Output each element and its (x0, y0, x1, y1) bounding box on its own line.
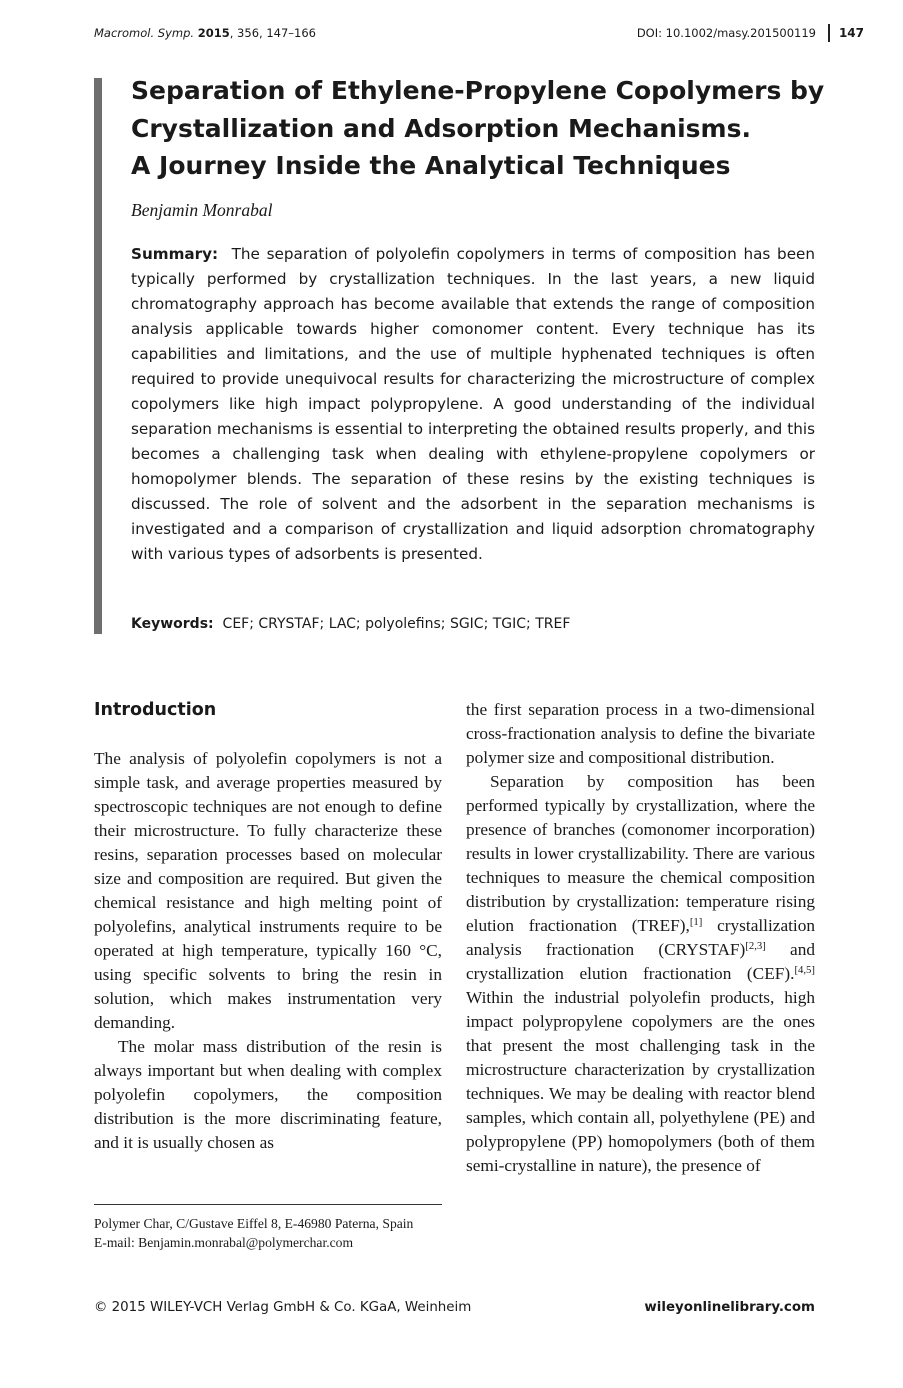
summary-text: The separation of polyolefin copolymers in terms of composition has been typically performed by crystallization techniques. In the last years, a new liquid chromatography approach has become available that extends the range of composition analysis applicable towards higher comonomer content. Every technique has its capabilities and limitations, and the use of multiple hyphenated techniques is often required to provide unequivocal results for characterizing the microstructure of complex copolymers like high impact polypropylene. A good understanding of the individual separation mechanisms is essential to interpreting the obtained results properly, and this becomes a challenging task when dealing with ethylene-propylene copolymers or homopolymer blends. The separation of these resins by the existing techniques is discussed. The role of solvent and the adsorbent in the separation mechanisms is investigated and a comparison of crystallization and liquid adsorption chromatography with various types of adsorbents is presented. (131, 245, 816, 563)
paragraph-text: Within the industrial polyolefin products, high impact polypropylene copolymers are the ones that present the most challenging task in the microstructure characterization by crystallization techniques. We may be dealing with reactor blend samples, which contain all, polyethylene (PE) and polypropylene (PP) homopolymers (both of them semi-crystalline in nature), the presence of (466, 988, 815, 1175)
summary (131, 242, 815, 567)
paragraph: The molar mass distribution of the resin is always important but when dealing with complex polyolefin copolymers, the composition distribution is the more discriminating feature, and it is usually chosen as (94, 1037, 442, 1152)
citation-ref[interactable]: [2,3] (745, 940, 766, 953)
paragraph-text: crystallization analysis fractionation (CRYSTAF) (466, 916, 815, 959)
journal-citation (94, 26, 316, 40)
article-title (131, 72, 831, 185)
section-heading-introduction: Introduction (94, 700, 217, 720)
page-number: 147 (838, 26, 864, 40)
footnote-divider (94, 1204, 442, 1205)
left-column (94, 698, 442, 1155)
keywords-label: Keywords: (131, 616, 214, 632)
affiliation: Polymer Char, C/Gustave Eiffel 8, E-46980 Paterna, Spain (94, 1216, 414, 1231)
paragraph-text: Separation by composition has been performed typically by crystallization, where the presence of branches (comonomer incorporation) results in lower crystallizability. There are various techniques to measure the chemical composition distribution by crystallization: temperature rising elution fractionation (TREF), (466, 772, 815, 935)
citation-ref[interactable]: [1] (689, 916, 703, 929)
paragraph-text: and crystallization elution fractionation (CEF). (466, 940, 815, 983)
title-line: A Journey Inside the Analytical Techniques (131, 151, 731, 180)
footnote (94, 1214, 442, 1252)
citation-ref[interactable]: [4,5] (794, 964, 815, 977)
paragraph: the first separation process in a two-dimensional cross-fractionation analysis to define the bivariate polymer size and compositional distribution. (466, 700, 815, 767)
keywords-text: CEF; CRYSTAF; LAC; polyolefins; SGIC; TGIC; TREF (222, 616, 571, 632)
paragraph: The analysis of polyolefin copolymers is not a simple task, and average properties measured by spectroscopic techniques are not enough to define their microstructure. To fully characterize these resins, separation processes based on molecular size and composition are required. But given the chemical resistance and high melting point of polyolefins, analytical instruments require to be operated at high temperature, typically 160 °C, using specific solvents to bring the resin in solution, which makes instrumentation very demanding. (94, 749, 442, 1032)
copyright-notice: © 2015 WILEY-VCH Verlag GmbH & Co. KGaA, Weinheim (94, 1300, 472, 1315)
paragraph (466, 770, 815, 1178)
title-line: Separation of Ethylene-Propylene Copolymers by (131, 76, 825, 105)
journal-name: Macromol. Symp. (94, 26, 195, 40)
author-name: Benjamin Monrabal (131, 200, 273, 220)
running-head (94, 26, 864, 44)
abstract-side-bar (94, 78, 102, 634)
email[interactable]: E-mail: Benjamin.monrabal@polymerchar.com (94, 1235, 354, 1250)
website-link[interactable]: wileyonlinelibrary.com (644, 1300, 815, 1315)
journal-volume-pages: , 356, 147–166 (229, 26, 316, 40)
keywords (131, 616, 570, 632)
page-separator (828, 24, 830, 42)
summary-label: Summary: (131, 245, 219, 263)
doi[interactable]: DOI: 10.1002/masy.201500119 (636, 26, 816, 40)
journal-year: 2015 (197, 26, 230, 40)
right-column (466, 698, 815, 1178)
title-line: Crystallization and Adsorption Mechanisms. (131, 113, 751, 143)
